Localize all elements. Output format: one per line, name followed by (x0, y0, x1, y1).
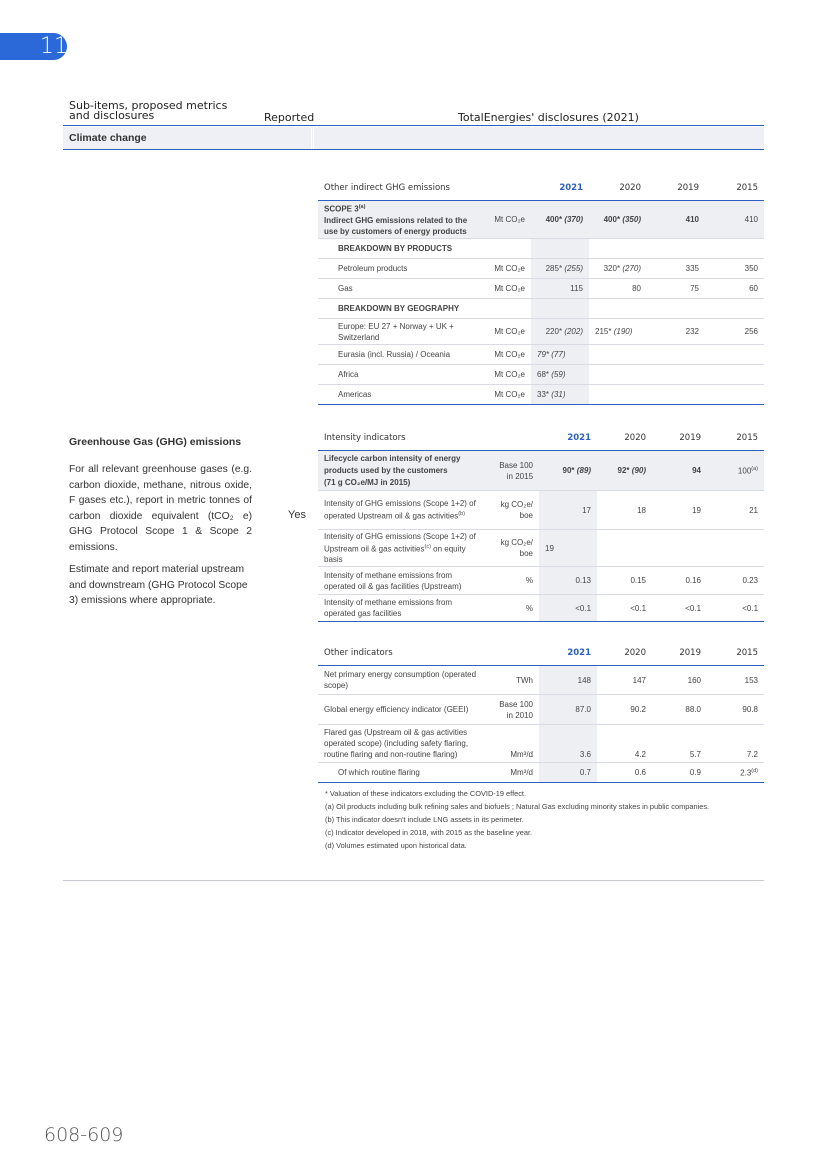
table3-year-2019: 2019 (652, 641, 707, 666)
row-2021: 148 (539, 666, 597, 695)
row-2019: 0.9 (652, 763, 707, 783)
section-products-label: BREAKDOWN BY PRODUCTS (318, 239, 531, 259)
row-label: Gas (318, 279, 481, 299)
table-intensity (318, 426, 764, 622)
table-row (318, 595, 764, 622)
row-2020: 90.2 (597, 695, 652, 725)
table-row (318, 695, 764, 725)
header-reported: Reported (264, 111, 315, 124)
category-row (63, 127, 764, 150)
table1-year-2015: 2015 (705, 176, 764, 201)
row-unit: kg CO₂e/ boe (488, 491, 539, 530)
bottom-divider (63, 880, 764, 881)
row-unit: % (488, 595, 539, 622)
scope3-2020: 400* (350) (589, 201, 647, 239)
table-row (318, 259, 764, 279)
row-2019: 75 (647, 279, 705, 299)
row-2019: <0.1 (652, 595, 707, 622)
row-2019: 160 (652, 666, 707, 695)
row-2020: 320* (270) (589, 259, 647, 279)
row-label: Flared gas (Upstream oil & gas activities operated scope) (including safety flaring, routine flaring and non-routine flaring) (318, 725, 488, 763)
row-unit: Mt CO₂e (481, 385, 531, 405)
table1-year-2019: 2019 (647, 176, 705, 201)
metric-description (69, 436, 252, 616)
row-2020: 215* (190) (589, 319, 647, 345)
row-2021: 19 (539, 530, 597, 567)
footnotes (325, 787, 709, 852)
row-unit: % (488, 567, 539, 595)
row-unit: Base 100 in 2015 (488, 451, 539, 491)
row-2015: 90.8 (707, 695, 764, 725)
table-row (318, 567, 764, 595)
row-2020: 4.2 (597, 725, 652, 763)
row-label: Intensity of GHG emissions (Scope 1+2) of operated Upstream oil & gas activities$^{(b)}$ (318, 491, 488, 530)
table3-year-2020: 2020 (597, 641, 652, 666)
table1-section-products (318, 239, 764, 259)
row-2019: 5.7 (652, 725, 707, 763)
table1-year-2020: 2020 (589, 176, 647, 201)
table-row (318, 319, 764, 345)
main-table-header (63, 99, 764, 126)
row-2021: 87.0 (539, 695, 597, 725)
scope3-2019: 410 (647, 201, 705, 239)
table1-header-row (318, 176, 764, 201)
row-label: Lifecycle carbon intensity of energy products used by the customers (71 g CO₂e/MJ in 2015) (318, 451, 488, 491)
footnote: (d) Volumes estimated upon historical data. (325, 841, 467, 850)
row-unit: Mt CO₂e (481, 319, 531, 345)
footnote: (c) Indicator developed in 2018, with 2015 as the baseline year. (325, 828, 533, 837)
row-2021: 0.7 (539, 763, 597, 783)
table2-header-row (318, 426, 764, 451)
row-label: Of which routine flaring (318, 763, 488, 783)
row-unit: Mt CO₂e (481, 365, 531, 385)
table-row (318, 365, 764, 385)
row-label: Net primary energy consumption (operated scope) (318, 666, 488, 695)
table-indirect-ghg (318, 176, 764, 405)
row-label: Eurasia (incl. Russia) / Oceania (318, 345, 481, 365)
row-2021: <0.1 (539, 595, 597, 622)
row-2015: 100$^{(a)}$ (707, 451, 764, 491)
category-label: Climate change (69, 132, 147, 144)
page-badge: 11 (0, 33, 67, 60)
header-sub-items: Sub-items, proposed metrics and disclosures (69, 99, 228, 122)
scope3-unit: Mt CO₂e (481, 201, 531, 239)
table-row (318, 385, 764, 405)
scope3-2021: 400* (370) (531, 201, 589, 239)
row-2015: 21 (707, 491, 764, 530)
row-label: Petroleum products (318, 259, 481, 279)
row-2015: 350 (705, 259, 764, 279)
row-2021: 68* (59) (531, 365, 589, 385)
row-2019: 335 (647, 259, 705, 279)
table1-year-2021: 2021 (531, 176, 589, 201)
table-row (318, 763, 764, 783)
row-2019: 232 (647, 319, 705, 345)
row-2015: 2.3$^{(d)}$ (707, 763, 764, 783)
row-2020: 0.6 (597, 763, 652, 783)
table1-scope3-row (318, 201, 764, 239)
table3-header-row (318, 641, 764, 666)
row-label: Global energy efficiency indicator (GEEI) (318, 695, 488, 725)
row-label: Intensity of GHG emissions (Scope 1+2) of Upstream oil & gas activities$^{(c)}$ on equity basis (318, 530, 488, 567)
row-2015: 153 (707, 666, 764, 695)
footnote: (b) This indicator doesn't include LNG assets in its perimeter. (325, 815, 524, 824)
row-2021: 17 (539, 491, 597, 530)
row-2015: 0.23 (707, 567, 764, 595)
row-2021: 220* (202) (531, 319, 589, 345)
row-2021: 285* (255) (531, 259, 589, 279)
section-geography-label: BREAKDOWN BY GEOGRAPHY (318, 299, 531, 319)
footnote: (a) Oil products including bulk refining sales and biofuels ; Natural Gas excluding minority stakes in public companies. (325, 802, 710, 811)
table-row (318, 725, 764, 763)
row-2021: 33* (31) (531, 385, 589, 405)
row-2015: 7.2 (707, 725, 764, 763)
row-label: Americas (318, 385, 481, 405)
table-row (318, 666, 764, 695)
row-2021: 90* (89) (539, 451, 597, 491)
header-disclosures: TotalEnergies' disclosures (2021) (458, 111, 639, 124)
row-2020: 0.15 (597, 567, 652, 595)
table-row (318, 530, 764, 567)
reported-value: Yes (288, 509, 306, 521)
metric-title: Greenhouse Gas (GHG) emissions (69, 436, 242, 448)
row-label: Europe: EU 27 + Norway + UK + Switzerland (318, 319, 481, 345)
row-2015: <0.1 (707, 595, 764, 622)
row-2015: 256 (705, 319, 764, 345)
table1-title: Other indirect GHG emissions (318, 176, 531, 201)
row-unit: Mt CO₂e (481, 345, 531, 365)
row-2021: 115 (531, 279, 589, 299)
row-2019: 0.16 (652, 567, 707, 595)
table2-year-2020: 2020 (597, 426, 652, 451)
row-2020: 92* (90) (597, 451, 652, 491)
row-2020: 147 (597, 666, 652, 695)
table1-section-geography (318, 299, 764, 319)
table3-year-2021: 2021 (539, 641, 597, 666)
table2-year-2015: 2015 (707, 426, 764, 451)
row-2021: 79* (77) (531, 345, 589, 365)
scope3-label: SCOPE 3$^{(a)}$ Indirect GHG emissions related to the use by customers of energy products (318, 201, 481, 239)
row-2020: 80 (589, 279, 647, 299)
row-label: Intensity of methane emissions from operated oil & gas facilities (Upstream) (318, 567, 488, 595)
metric-paragraph-1: For all relevant greenhouse gases (e.g. carbon dioxide, methane, nitrous oxide, F gases etc.), report in metric tonnes of carbon dioxide equivalent (tCO₂ e) GHG Protocol Scope 1 & Scope 2 emissions. (69, 464, 252, 553)
row-2020: <0.1 (597, 595, 652, 622)
footnote: * Valuation of these indicators excluding the COVID-19 effect. (325, 789, 527, 798)
table-row (318, 345, 764, 365)
row-2015: 60 (705, 279, 764, 299)
row-unit: kg CO₂e/ boe (488, 530, 539, 567)
table-other-indicators (318, 641, 764, 783)
row-label: Intensity of methane emissions from operated gas facilities (318, 595, 488, 622)
row-unit: Mm³/d (488, 725, 539, 763)
row-2019: 88.0 (652, 695, 707, 725)
table-row (318, 451, 764, 491)
row-2019: 19 (652, 491, 707, 530)
table2-year-2021: 2021 (539, 426, 597, 451)
table-row (318, 279, 764, 299)
row-unit: Mm³/d (488, 763, 539, 783)
table3-title: Other indicators (318, 641, 539, 666)
table2-title: Intensity indicators (318, 426, 539, 451)
row-2021: 3.6 (539, 725, 597, 763)
row-unit: Mt CO₂e (481, 259, 531, 279)
row-label: Africa (318, 365, 481, 385)
metric-paragraph-2: Estimate and report material upstream and downstream (GHG Protocol Scope 3) emissions where appropriate. (69, 564, 248, 606)
row-unit: TWh (488, 666, 539, 695)
page-number: 608-609 (44, 1124, 124, 1146)
row-2019: 94 (652, 451, 707, 491)
row-unit: Base 100 in 2010 (488, 695, 539, 725)
row-2021: 0.13 (539, 567, 597, 595)
table3-year-2015: 2015 (707, 641, 764, 666)
row-unit: Mt CO₂e (481, 279, 531, 299)
table-row (318, 491, 764, 530)
scope3-2015: 410 (705, 201, 764, 239)
table2-year-2019: 2019 (652, 426, 707, 451)
row-2020: 18 (597, 491, 652, 530)
